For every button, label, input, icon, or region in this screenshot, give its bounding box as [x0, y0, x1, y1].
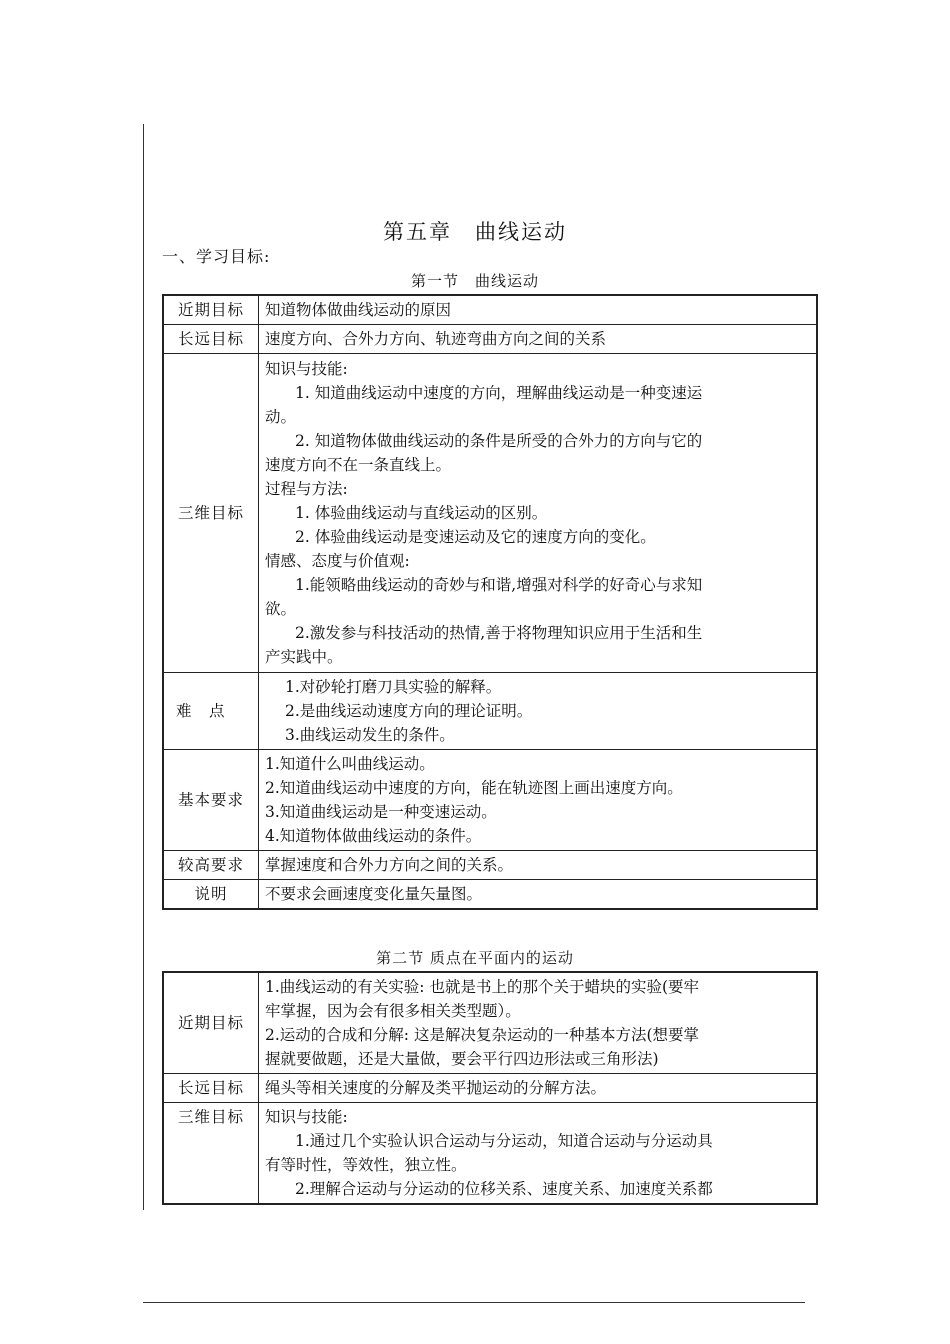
section1-title: 第一节 曲线运动	[410, 272, 539, 290]
text-line: 3.知道曲线运动是一种变速运动。	[265, 803, 497, 821]
chapter-title: 第五章 曲线运动	[383, 220, 567, 244]
text-line: 2. 体验曲线运动是变速运动及它的速度方向的变化。	[295, 528, 656, 546]
text-line: 2. 知道物体做曲线运动的条件是所受的合外力的方向与它的	[295, 432, 703, 450]
row-label-near: 近期目标	[163, 295, 259, 325]
table-row	[163, 295, 817, 325]
text-line: 1. 知道曲线运动中速度的方向，理解曲线运动是一种变速运	[295, 384, 703, 402]
row-content-long: 速度方向、合外力方向、轨迹弯曲方向之间的关系	[259, 325, 818, 354]
row-label-long: 长远目标	[163, 1074, 259, 1103]
row-content-basic	[259, 750, 818, 851]
table-row	[163, 972, 817, 1074]
text-line: 2.激发参与科技活动的热情,善于将物理知识应用于生活和生	[295, 624, 703, 642]
text-line: 3.曲线运动发生的条件。	[285, 726, 455, 744]
text-line: 1.能领略曲线运动的奇妙与和谐,增强对科学的好奇心与求知	[295, 576, 703, 594]
table-row	[163, 851, 817, 880]
text-line: 情感、态度与价值观:	[265, 552, 410, 570]
text-line: 2.运动的合成和分解: 这是解决复杂运动的一种基本方法(想要掌	[265, 1026, 699, 1044]
row-content-difficult	[259, 673, 818, 750]
table-row	[163, 1074, 817, 1103]
table-row	[163, 1103, 817, 1205]
row-label-higher: 较高要求	[163, 851, 259, 880]
row-label-basic: 基本要求	[163, 750, 259, 851]
row-content-note: 不要求会画速度变化量矢量图。	[259, 880, 818, 910]
text-line: 4.知道物体做曲线运动的条件。	[265, 827, 482, 845]
table-row	[163, 880, 817, 910]
row-label-note: 说明	[163, 880, 259, 910]
row-content-three	[259, 1103, 818, 1205]
text-line: 动。	[265, 408, 297, 426]
text-line: 过程与方法:	[265, 480, 348, 498]
text-line: 1. 体验曲线运动与直线运动的区别。	[295, 504, 548, 522]
text-line: 1.曲线运动的有关实验: 也就是书上的那个关于蜡块的实验(要牢	[265, 978, 699, 996]
text-line: 速度方向不在一条直线上。	[265, 456, 452, 474]
row-content-near	[259, 972, 818, 1074]
row-label-difficult: 难 点	[163, 673, 259, 750]
text-line: 1.通过几个实验认识合运动与分运动，知道合运动与分运动具	[295, 1132, 713, 1150]
text-line: 产实践中。	[265, 648, 343, 666]
row-content-near: 知道物体做曲线运动的原因	[259, 295, 818, 325]
text-line: 2.理解合运动与分运动的位移关系、速度关系、加速度关系都	[295, 1180, 713, 1198]
text-line: 2.知道曲线运动中速度的方向，能在轨迹图上画出速度方向。	[265, 779, 683, 797]
row-label-three: 三维目标	[163, 1103, 259, 1205]
row-label-long: 长远目标	[163, 325, 259, 354]
section-heading: 一、学习目标:	[162, 247, 271, 266]
table-row	[163, 354, 817, 673]
section2-table	[162, 971, 818, 1205]
row-content-higher: 掌握速度和合外力方向之间的关系。	[259, 851, 818, 880]
table-row	[163, 325, 817, 354]
text-line: 知识与技能:	[265, 1108, 348, 1126]
section1-table	[162, 294, 818, 910]
table-row	[163, 750, 817, 851]
text-line: 知识与技能:	[265, 360, 348, 378]
text-line: 有等时性，等效性，独立性。	[265, 1156, 467, 1174]
row-label-near: 近期目标	[163, 972, 259, 1074]
text-line: 1.对砂轮打磨刀具实验的解释。	[285, 678, 502, 696]
section2-title: 第二节 质点在平面内的运动	[376, 949, 574, 967]
table-row	[163, 673, 817, 750]
text-line: 2.是曲线运动速度方向的理论证明。	[285, 702, 533, 720]
text-line: 牢掌握，因为会有很多相关类型题）。	[265, 1002, 521, 1020]
row-label-three: 三维目标	[163, 354, 259, 673]
row-content-long: 绳头等相关速度的分解及类平抛运动的分解方法。	[259, 1074, 818, 1103]
text-line: 1.知道什么叫曲线运动。	[265, 755, 435, 773]
text-line: 握就要做题，还是大量做，要会平行四边形法或三角形法)	[265, 1050, 659, 1068]
row-content-three	[259, 354, 818, 673]
footer-rule	[143, 1302, 805, 1303]
text-line: 欲。	[265, 600, 297, 618]
